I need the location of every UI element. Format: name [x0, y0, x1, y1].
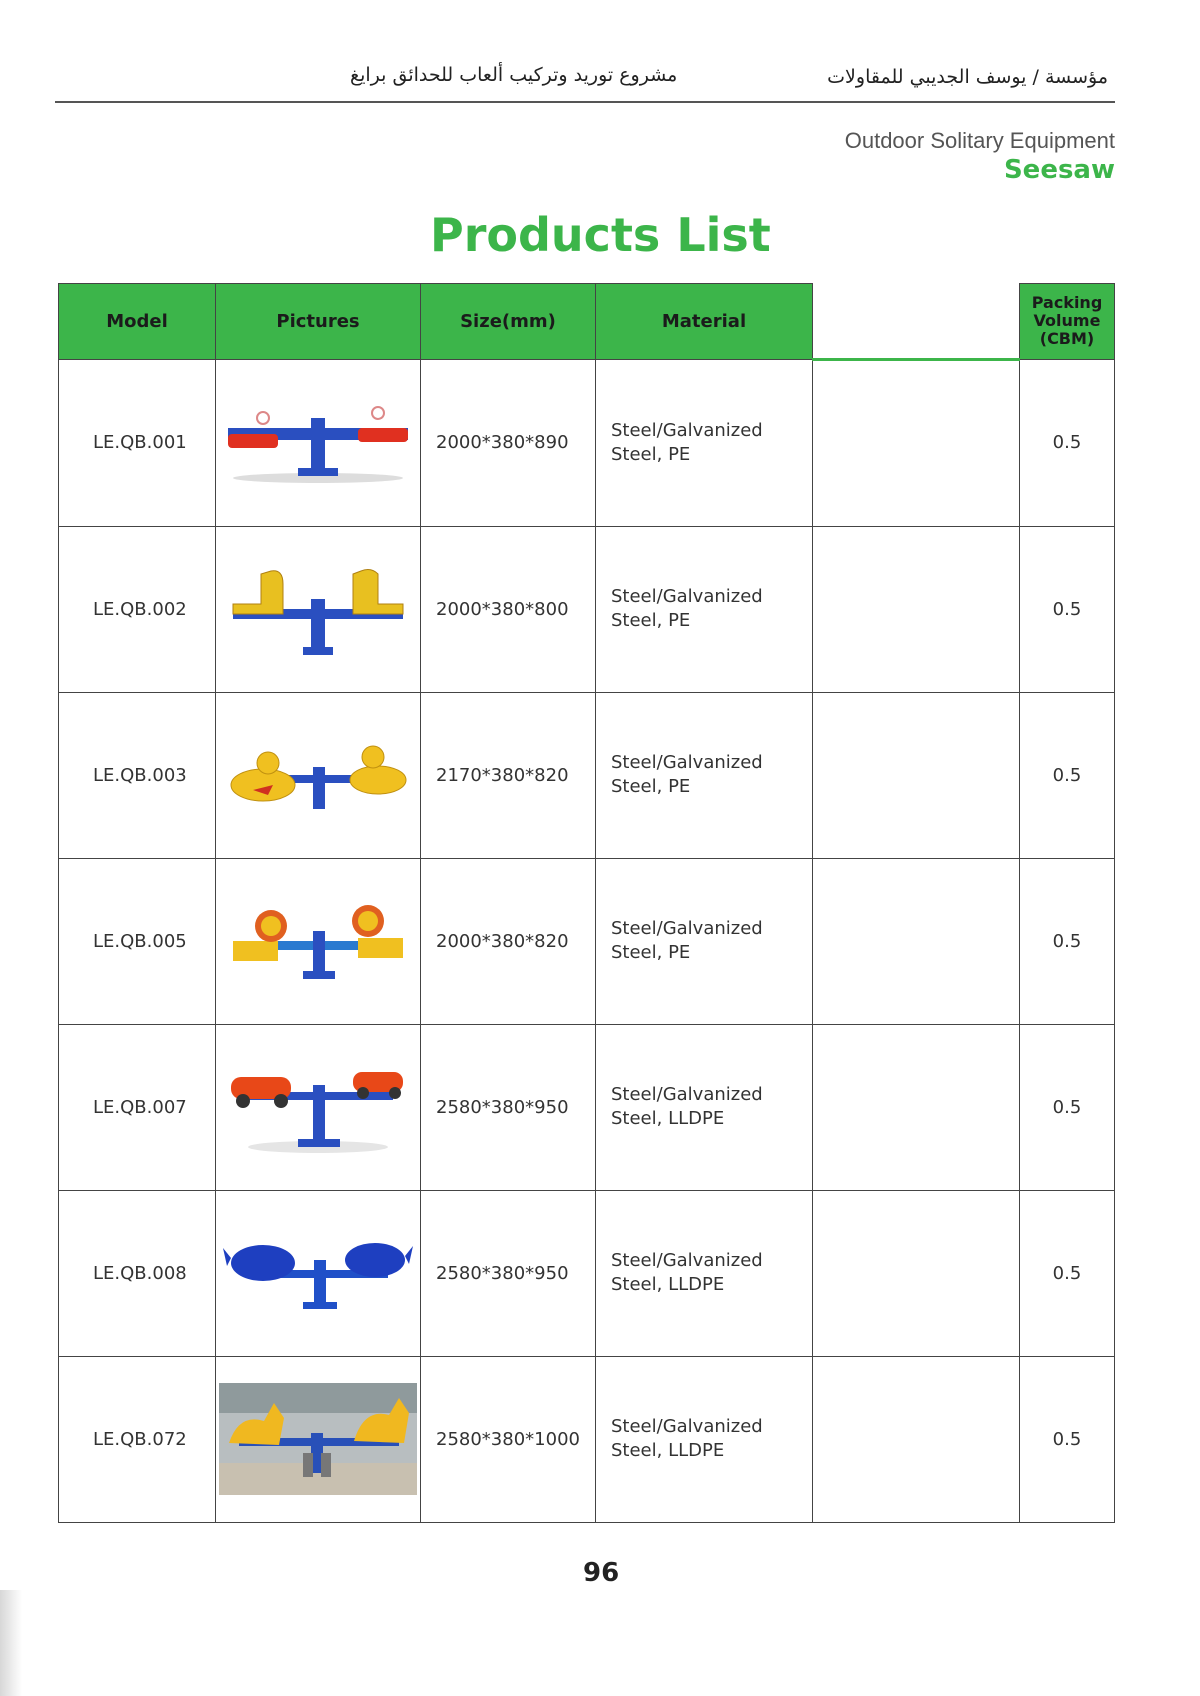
- header-pictures: Pictures: [216, 284, 421, 360]
- seesaw-image: [223, 398, 413, 488]
- material-line2: Steel, PE: [611, 776, 691, 797]
- packing-cell: 0.5: [1020, 858, 1115, 1024]
- picture-cell: [216, 1356, 421, 1522]
- material-cell: [596, 1356, 813, 1522]
- header-size: Size(mm): [421, 284, 596, 360]
- category-label: Outdoor Solitary Equipment: [844, 128, 1115, 153]
- material-line1: Steel/Galvanized: [611, 1416, 763, 1437]
- blank-cell: [813, 858, 1020, 1024]
- packing-cell: 0.5: [1020, 359, 1115, 526]
- blank-cell: [813, 692, 1020, 858]
- model-cell: LE.QB.002: [59, 526, 216, 692]
- size-cell: 2000*380*800: [421, 526, 596, 692]
- material-line1: Steel/Galvanized: [611, 918, 763, 939]
- model-cell: LE.QB.007: [59, 1024, 216, 1190]
- picture-cell: [216, 692, 421, 858]
- header-model: Model: [59, 284, 216, 360]
- header-packing: [1020, 284, 1115, 360]
- blank-cell: [813, 359, 1020, 526]
- header-blank: [813, 284, 1020, 360]
- blank-cell: [813, 1190, 1020, 1356]
- products-table: [58, 283, 1115, 1523]
- model-cell: LE.QB.005: [59, 858, 216, 1024]
- material-line2: Steel, PE: [611, 443, 691, 465]
- material-line1: Steel/Galvanized: [611, 1084, 763, 1105]
- material-line2: Steel, PE: [611, 610, 691, 631]
- picture-cell: [216, 359, 421, 526]
- size-cell: 2580*380*1000: [421, 1356, 596, 1522]
- material-line1: Steel/Galvanized: [611, 1250, 763, 1271]
- page-number: 96: [583, 1558, 620, 1588]
- packing-cell: 0.5: [1020, 692, 1115, 858]
- model-cell: LE.QB.003: [59, 692, 216, 858]
- material-cell: [596, 1190, 813, 1356]
- table-header-row: [59, 284, 1115, 360]
- table-row: [59, 858, 1115, 1024]
- material-line1: Steel/Galvanized: [611, 419, 763, 441]
- material-line1: Steel/Galvanized: [611, 752, 763, 773]
- seesaw-image: [223, 1057, 413, 1157]
- picture-cell: [216, 1024, 421, 1190]
- model-cell: LE.QB.072: [59, 1356, 216, 1522]
- blank-cell: [813, 1024, 1020, 1190]
- header-packing-line3: (CBM): [1039, 329, 1095, 349]
- table-row: [59, 692, 1115, 858]
- table-row: [59, 526, 1115, 692]
- packing-cell: 0.5: [1020, 1024, 1115, 1190]
- seesaw-image: [223, 735, 413, 815]
- table-row: [59, 359, 1115, 526]
- blank-cell: [813, 1356, 1020, 1522]
- table-row: [59, 1190, 1115, 1356]
- page-title: Products List: [430, 208, 771, 262]
- material-cell: [596, 858, 813, 1024]
- material-cell: [596, 1024, 813, 1190]
- model-cell: LE.QB.008: [59, 1190, 216, 1356]
- picture-cell: [216, 526, 421, 692]
- picture-cell: [216, 1190, 421, 1356]
- header-material: Material: [596, 284, 813, 360]
- picture-cell: [216, 858, 421, 1024]
- material-line2: Steel, LLDPE: [611, 1274, 725, 1295]
- header-packing-line1: Packing: [1031, 293, 1103, 313]
- table-row: [59, 1356, 1115, 1522]
- material-line1: Steel/Galvanized: [611, 586, 763, 607]
- seesaw-photo: [219, 1383, 417, 1495]
- packing-cell: 0.5: [1020, 1190, 1115, 1356]
- blank-cell: [813, 526, 1020, 692]
- size-cell: 2170*380*820: [421, 692, 596, 858]
- size-cell: 2000*380*890: [421, 359, 596, 526]
- material-cell: [596, 359, 813, 526]
- header-packing-line2: Volume: [1033, 311, 1101, 331]
- material-cell: [596, 692, 813, 858]
- seesaw-image: [223, 1228, 413, 1318]
- project-title: مشروع توريد وتركيب ألعاب للحدائق برايغ: [350, 64, 678, 86]
- size-cell: 2000*380*820: [421, 858, 596, 1024]
- material-line2: Steel, PE: [611, 942, 691, 963]
- subcategory-label: Seesaw: [1003, 155, 1115, 185]
- packing-cell: 0.5: [1020, 526, 1115, 692]
- material-line2: Steel, LLDPE: [611, 1440, 725, 1461]
- model-cell: LE.QB.001: [59, 359, 216, 526]
- table-row: [59, 1024, 1115, 1190]
- size-cell: 2580*380*950: [421, 1190, 596, 1356]
- company-name: مؤسسة / يوسف الجديبي للمقاولات: [827, 66, 1108, 88]
- seesaw-image: [223, 896, 413, 986]
- header-divider: [55, 101, 1115, 103]
- size-cell: 2580*380*950: [421, 1024, 596, 1190]
- seesaw-image: [223, 559, 413, 659]
- material-line2: Steel, LLDPE: [611, 1108, 725, 1129]
- page-edge-shadow: [0, 1590, 22, 1696]
- material-cell: [596, 526, 813, 692]
- packing-cell: 0.5: [1020, 1356, 1115, 1522]
